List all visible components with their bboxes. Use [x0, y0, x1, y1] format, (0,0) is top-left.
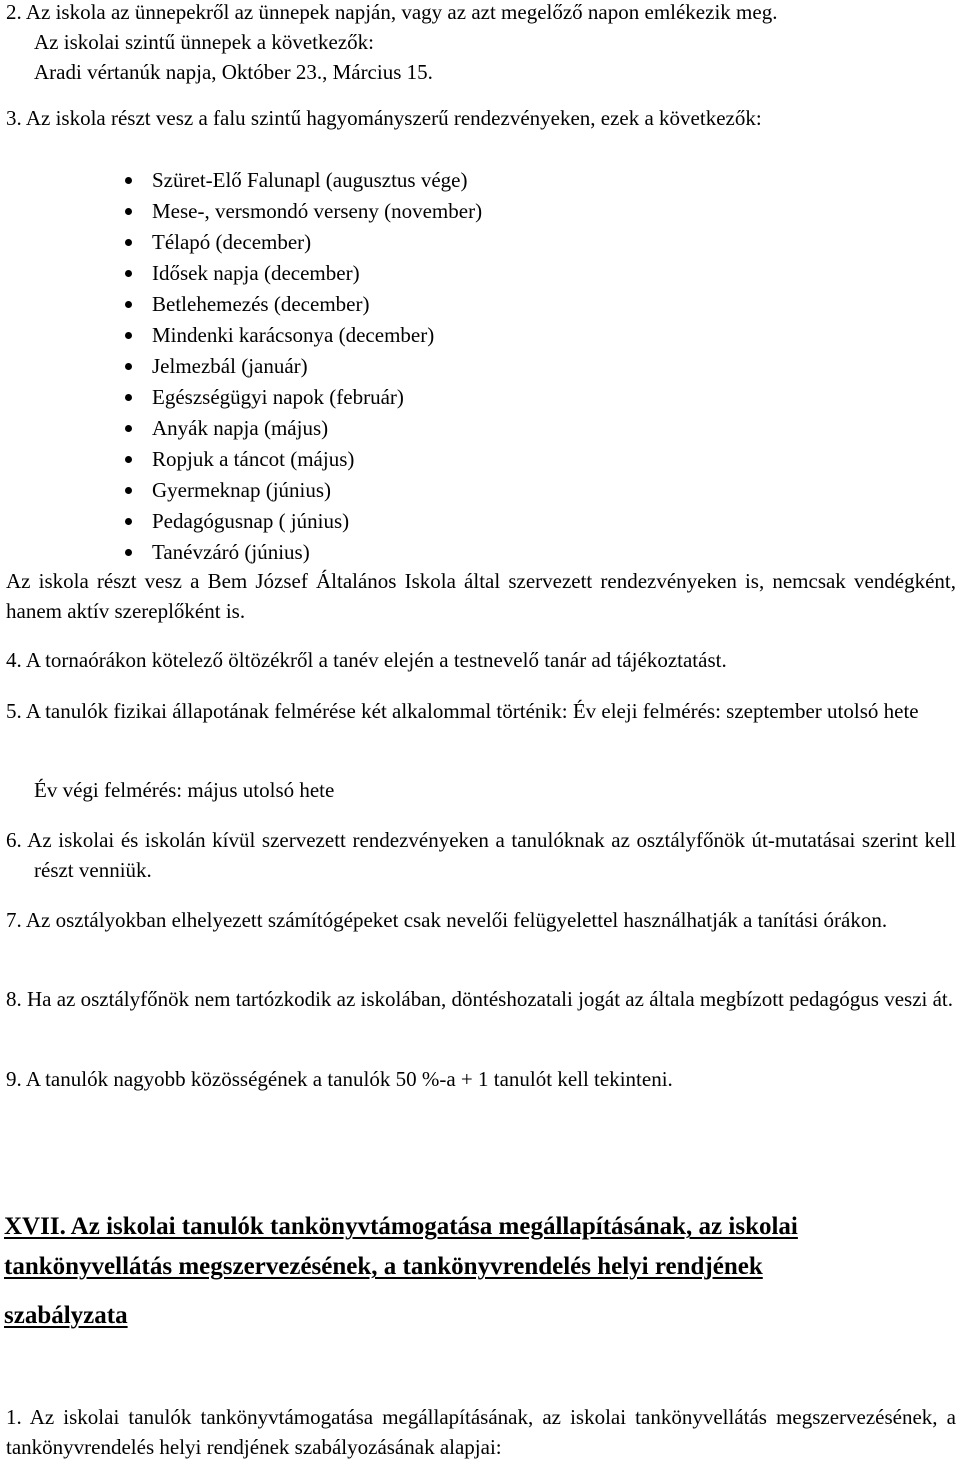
list-item	[0, 165, 482, 196]
item-2-line-2: Az iskolai szintű ünnepek a következők:	[34, 30, 374, 54]
bullet-icon	[125, 363, 132, 370]
bullet-icon	[125, 425, 132, 432]
list-item-label: Télapó (december)	[152, 230, 312, 254]
bullet-icon	[125, 332, 132, 339]
list-item	[0, 537, 482, 568]
list-item	[0, 258, 482, 289]
bullet-icon	[125, 394, 132, 401]
section-heading-line-1: XVII. Az iskolai tanulók tankönyvtámogatása megállapításának, az iskolai	[4, 1213, 798, 1240]
item-8: 8. Ha az osztályfőnök nem tartózkodik az iskolában, döntéshozatali jogát az általa megbízott pedagógus veszi át.	[6, 987, 954, 1011]
list-item-label: Mese-, versmondó verseny (november)	[152, 199, 483, 223]
list-item	[0, 506, 482, 537]
section-heading-line-3: szabályzata	[4, 1302, 128, 1329]
list-item	[0, 196, 482, 227]
item-2-line-3: Aradi vértanúk napja, Október 23., Március 15.	[34, 60, 433, 84]
bullet-icon	[125, 456, 132, 463]
bullet-icon	[125, 301, 132, 308]
bullet-icon	[125, 270, 132, 277]
list-item	[0, 351, 482, 382]
list-item-label: Szüret-Elő Falunapl (augusztus vége)	[152, 168, 468, 192]
item-6: 6. Az iskolai és iskolán kívül szervezett rendezvényeken a tanulóknak az osztályfőnök út-mutatásai szerint kell részt venniük.	[6, 828, 956, 882]
list-item-label: Pedagógusnap ( június)	[152, 509, 350, 533]
section-heading-line-2: tankönyvellátás megszervezésének, a tankönyvrendelés helyi rendjének	[4, 1253, 763, 1280]
list-item-label: Idősek napja (december)	[152, 261, 360, 285]
list-item	[0, 413, 482, 444]
bullet-icon	[125, 208, 132, 215]
list-item-label: Egészségügyi napok (február)	[152, 385, 404, 409]
item-4: 4. A tornaórákon kötelező öltözékről a tanév elején a testnevelő tanár ad tájékoztatást.	[6, 648, 727, 672]
item-2	[6, 0, 956, 87]
list-item-label: Jelmezbál (január)	[152, 354, 308, 378]
list-item-label: Gyermeknap (június)	[152, 478, 332, 502]
bullet-icon	[125, 239, 132, 246]
item-7: 7. Az osztályokban elhelyezett számítógépeket csak nevelői felügyelettel használhatják a tanítási órákon.	[6, 908, 888, 932]
list-item-label: Tanévzáró (június)	[152, 540, 310, 564]
item-5-second: Év végi felmérés: május utolsó hete	[34, 778, 335, 802]
bullet-icon	[125, 549, 132, 556]
list-item	[0, 475, 482, 506]
section-item-1: 1. Az iskolai tanulók tankönyvtámogatása megállapításának, az iskolai tankönyvellátás megszervezésének, a tankönyvrendelés helyi rendjének szabályozásának alapjai:	[6, 1405, 956, 1459]
list-item-label: Ropjuk a táncot (május)	[152, 447, 355, 471]
item-2-line-1: 2. Az iskola az ünnepekről az ünnepek napján, vagy az azt megelőző napon emlékezik meg.	[6, 0, 778, 24]
list-item-label: Betlehemezés (december)	[152, 292, 370, 316]
list-item-label: Mindenki karácsonya (december)	[152, 323, 435, 347]
section-heading	[4, 1207, 954, 1287]
item-9: 9. A tanulók nagyobb közösségének a tanulók 50 %-a + 1 tanulót kell tekinteni.	[6, 1067, 673, 1091]
list-item-label: Anyák napja (május)	[152, 416, 329, 440]
list-item	[0, 382, 482, 413]
item-3-outro: Az iskola részt vesz a Bem József Általános Iskola által szervezett rendezvényeken is, nemcsak vendégként, hanem aktív szereplőként is.	[6, 569, 956, 623]
list-item	[0, 227, 482, 258]
list-item	[0, 289, 482, 320]
item-5: 5. A tanulók fizikai állapotának felmérése két alkalommal történik: Év eleji felmérés: szeptember utolsó hete	[6, 699, 919, 723]
item-3-intro: 3. Az iskola részt vesz a falu szintű hagyományszerű rendezvényeken, ezek a következők:	[6, 106, 762, 130]
bullet-icon	[125, 518, 132, 525]
list-item	[0, 320, 482, 351]
bullet-icon	[125, 487, 132, 494]
event-list	[0, 165, 482, 568]
bullet-icon	[125, 177, 132, 184]
list-item	[0, 444, 482, 475]
